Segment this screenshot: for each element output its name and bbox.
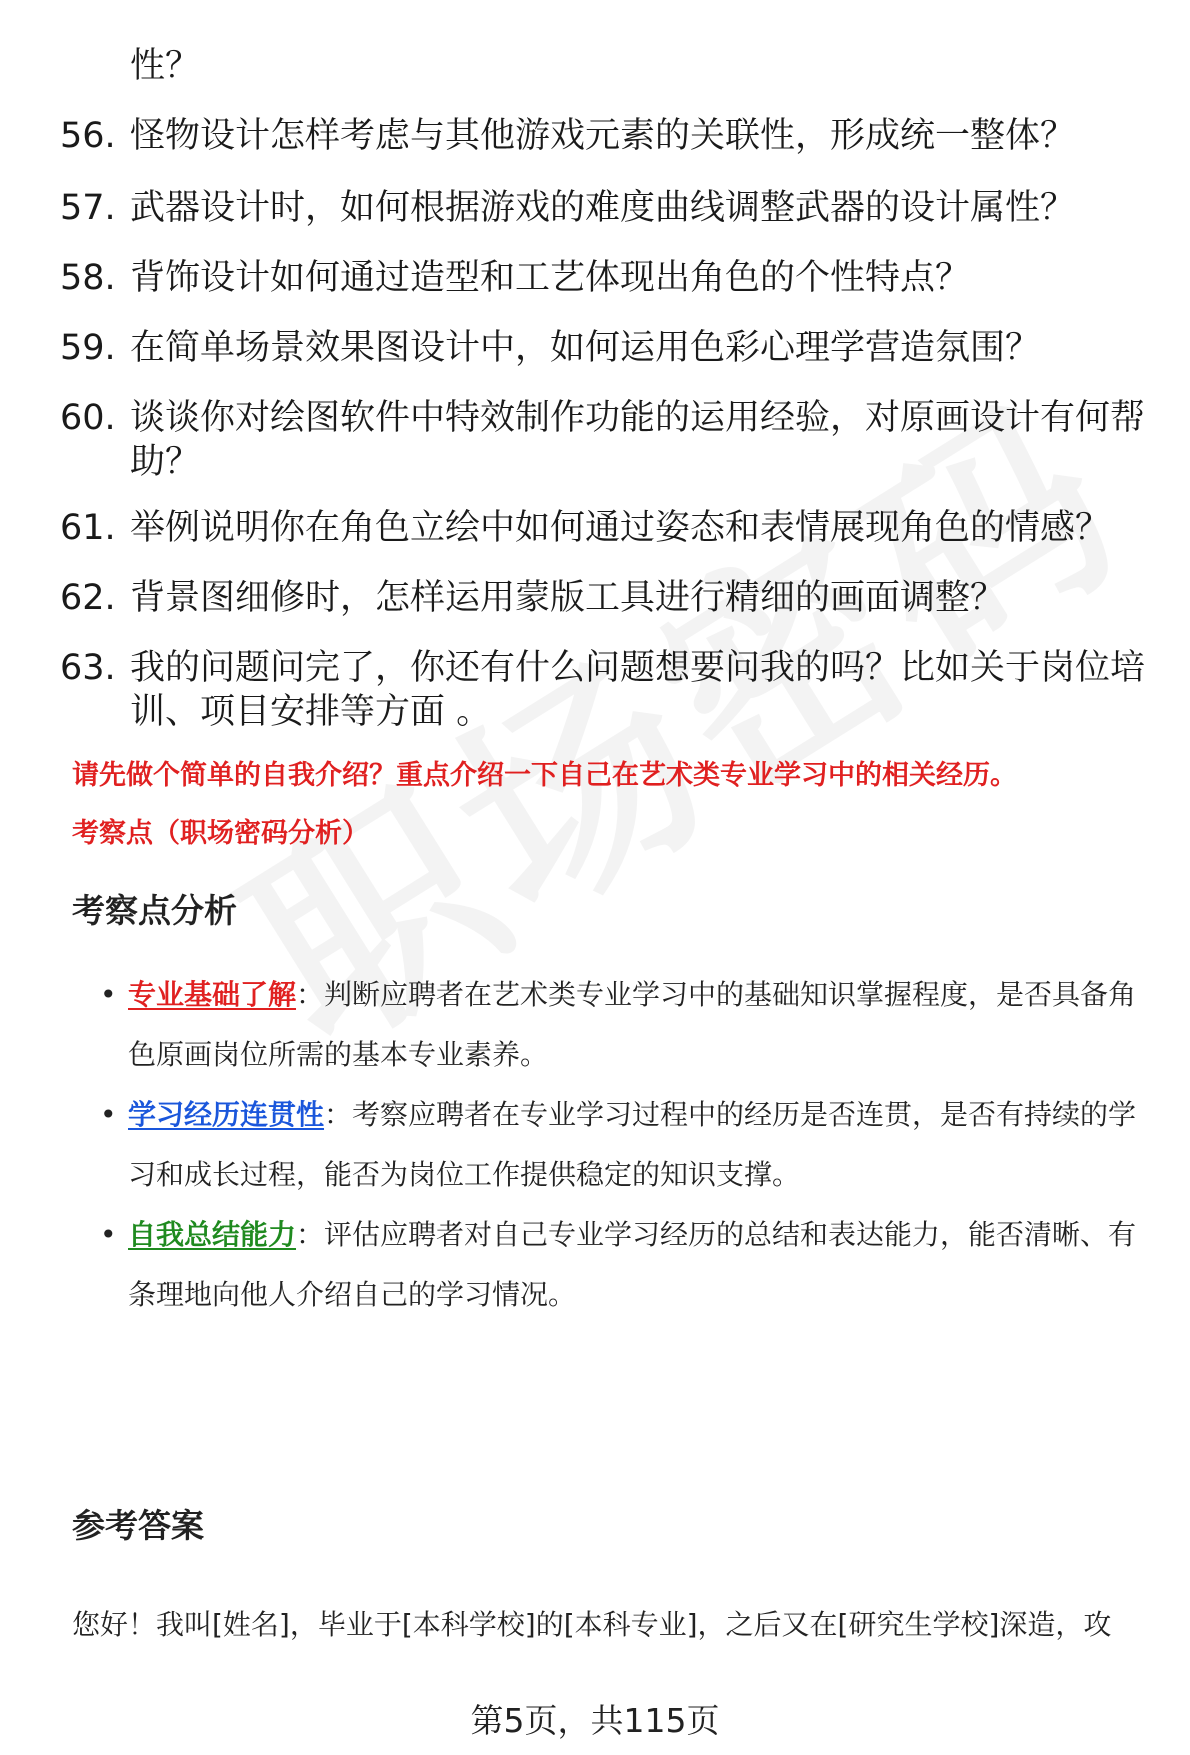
question-item <box>60 576 1150 620</box>
question-number: 59. <box>60 328 116 368</box>
question-number: 60. <box>60 398 116 438</box>
exam-point-label: 考察点（职场密码分析） <box>72 818 369 849</box>
analysis-point <box>100 1085 1160 1205</box>
question-text: 举例说明你在角色立绘中如何通过姿态和表情展现角色的情感？ <box>130 508 1111 548</box>
analysis-heading: 考察点分析 <box>72 891 237 930</box>
analysis-keyword: 学习经历连贯性 <box>128 1098 325 1131</box>
question-item <box>60 186 1150 230</box>
bullet-icon: • <box>100 978 117 1011</box>
question-text: 武器设计时，如何根据游戏的难度曲线调整武器的设计属性？ <box>130 188 1076 228</box>
question-text: 背饰设计如何通过造型和工艺体现出角色的个性特点？ <box>130 258 971 298</box>
question-item <box>60 256 1150 300</box>
interview-question-title: 请先做个简单的自我介绍？重点介绍一下自己在艺术类专业学习中的相关经历。 <box>72 760 1017 791</box>
previous-question-continuation: 性？ <box>130 46 201 86</box>
question-item <box>60 396 1150 484</box>
question-number: 63. <box>60 648 116 688</box>
analysis-point <box>100 1205 1160 1325</box>
question-number: 56. <box>60 116 116 156</box>
question-text: 谈谈你对绘图软件中特效制作功能的运用经验，对原画设计有何帮助？ <box>130 398 1146 482</box>
analysis-keyword: 自我总结能力 <box>128 1218 297 1251</box>
analysis-text: ：考察应聘者在专业学习过程中的经历是否连贯，是否有持续的学习和成长过程，能否为岗位工作提供稳定的知识支撑。 <box>128 1098 1137 1191</box>
analysis-text: ：评估应聘者对自己专业学习经历的总结和表达能力，能否清晰、有条理地向他人介绍自己的学习情况。 <box>128 1218 1137 1311</box>
question-text: 背景图细修时，怎样运用蒙版工具进行精细的画面调整？ <box>130 578 1006 618</box>
page-footer: 第5页，共115页 <box>470 1701 720 1740</box>
question-number: 58. <box>60 258 116 298</box>
question-text: 怪物设计怎样考虑与其他游戏元素的关联性，形成统一整体？ <box>130 116 1076 156</box>
question-text: 我的问题问完了，你还有什么问题想要问我的吗？比如关于岗位培训、项目安排等方面 。 <box>130 648 1146 732</box>
answer-paragraph: 您好！我叫[姓名]，毕业于[本科学校]的[本科专业]，之后又在[研究生学校]深造，攻 <box>72 1608 1112 1641</box>
answer-heading: 参考答案 <box>72 1506 204 1545</box>
analysis-text: ：判断应聘者在艺术类专业学习中的基础知识掌握程度，是否具备角色原画岗位所需的基本专业素养。 <box>128 978 1137 1071</box>
question-number: 62. <box>60 578 116 618</box>
question-number: 61. <box>60 508 116 548</box>
bullet-icon: • <box>100 1098 117 1131</box>
question-item <box>60 326 1150 370</box>
question-text: 在简单场景效果图设计中，如何运用色彩心理学营造氛围？ <box>130 328 1041 368</box>
question-item <box>60 646 1150 734</box>
question-item <box>60 506 1150 550</box>
analysis-keyword: 专业基础了解 <box>128 978 297 1011</box>
question-number: 57. <box>60 188 116 228</box>
question-item <box>60 114 1150 158</box>
bullet-icon: • <box>100 1218 117 1251</box>
analysis-point <box>100 965 1160 1085</box>
